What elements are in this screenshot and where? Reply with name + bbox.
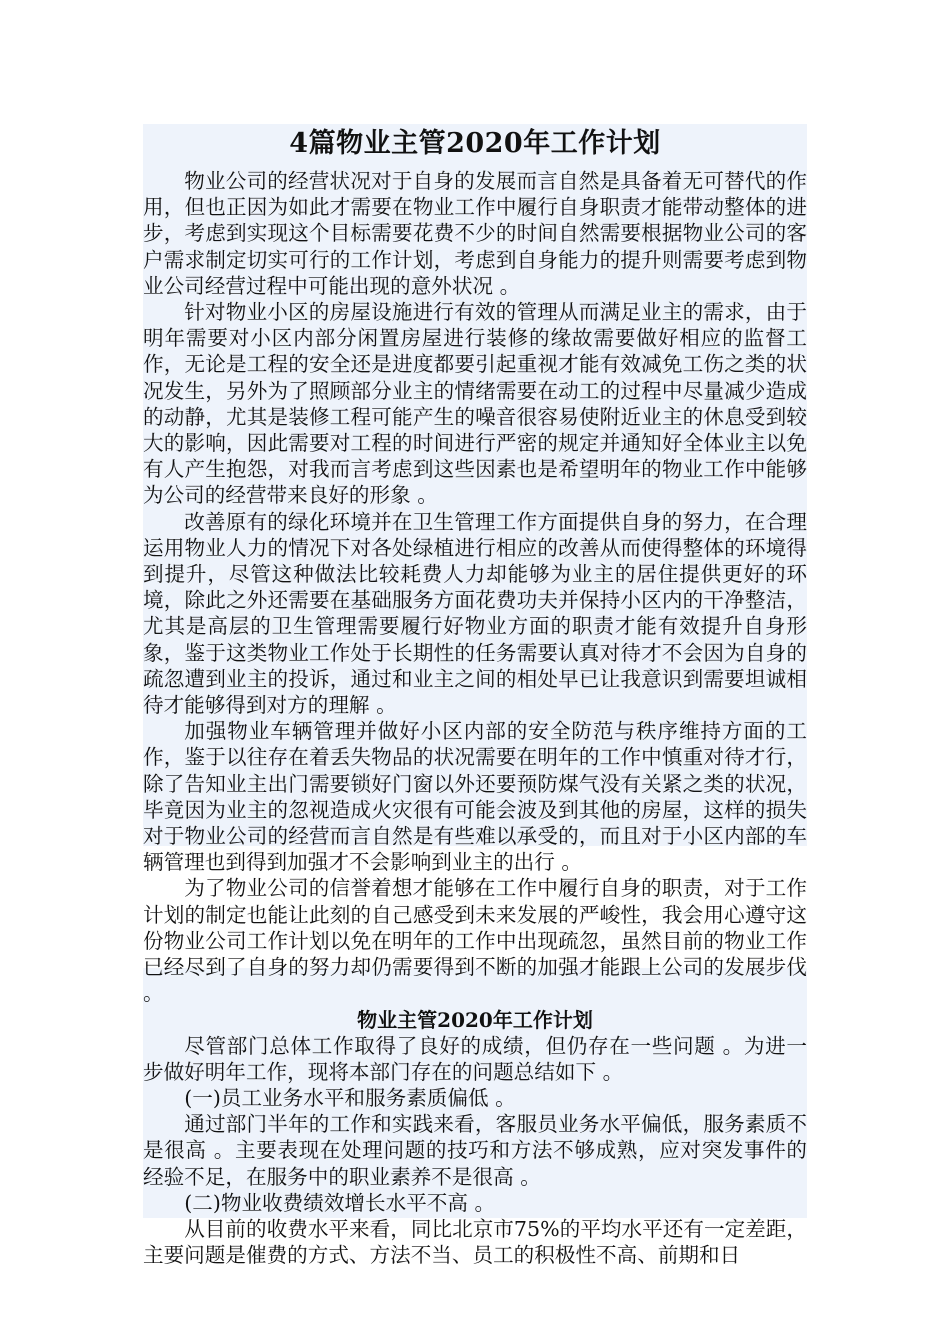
paragraph-9-heading: (二)物业收费绩效增长水平不高 。 (184, 1190, 496, 1215)
paragraph-5: 为了物业公司的信誉着想才能够在工作中履行自身的职责，对于工作计划的制定也能让此刻的自己感受到未来发展的严峻性，我会用心遵守这份物业公司工作计划以免在明年的工作中出现疏忽，虽然目前的物业工作已经尽到了自身的努力却仍需要得到不断的加强才能跟上公司的发展步伐 。 (143, 876, 807, 1006)
paragraph-10: 从目前的收费水平来看，同比北京市75%的平均水平还有一定差距，主要问题是催费的方式、方法不当、员工的积极性不高、前期和日 (143, 1216, 807, 1268)
paragraph-2: 针对物业小区的房屋设施进行有效的管理从而满足业主的需求，由于明年需要对小区内部分闲置房屋进行装修的缘故需要做好相应的监督工作，无论是工程的安全还是进度都要引起重视才能有效减免工伤之类的状况发生，另外为了照顾部分业主的情绪需要在动工的过程中尽量减少造成的动静，尤其是装修工程可能产生的噪音很容易使附近业主的休息受到较大的影响，因此需要对工程的时间进行严密的规定并通知好全体业主以免有人产生抱怨，对我而言考虑到这些因素也是希望明年的物业工作中能够为公司的经营带来良好的形象 。 (143, 300, 807, 508)
paragraph-7-heading: (一)员工业务水平和服务素质偏低 。 (184, 1085, 516, 1110)
document-page (143, 124, 807, 1268)
paragraph-1: 物业公司的经营状况对于自身的发展而言自然是具备着无可替代的作用，但也正因为如此才需要在物业工作中履行自身职责才能带动整体的进步，考虑到实现这个目标需要花费不少的时间自然需要根据物业公司的客户需求制定切实可行的工作计划，考虑到自身能力的提升则需要考虑到物业公司经营过程中可能出现的意外状况 。 (143, 169, 807, 298)
paragraph-4: 加强物业车辆管理并做好小区内部的安全防范与秩序维持方面的工作，鉴于以往存在着丢失物品的状况需要在明年的工作中慎重对待才行，除了告知业主出门需要锁好门窗以外还要预防煤气没有关紧之类的状况，毕竟因为业主的忽视造成火灾很有可能会波及到其他的房屋，这样的损失对于物业公司的经营而言自然是有些难以承受的，而且对于小区内部的车辆管理也到得到加强才不会影响到业主的出行 。 (143, 719, 807, 875)
paragraph-8: 通过部门半年的工作和实践来看，客服员业务水平偏低，服务素质不是很高 。主要表现在处理问题的技巧和方法不够成熟，应对突发事件的经验不足，在服务中的职业素养不是很高 。 (143, 1112, 807, 1189)
paragraph-3: 改善原有的绿化环境并在卫生管理工作方面提供自身的努力，在合理运用物业人力的情况下对各处绿植进行相应的改善从而使得整体的环境得到提升，尽管这种做法比较耗费人力却能够为业主的居住提供更好的环境，除此之外还需要在基础服务方面花费功夫并保持小区内的干净整洁，尤其是高层的卫生管理需要履行好物业方面的职责才能有效提升自身形象，鉴于这类物业工作处于长期性的任务需要认真对待才不会因为自身的疏忽遭到业主的投诉，通过和业主之间的相处早已让我意识到需要坦诚相待才能够得到对方的理解 。 (143, 509, 807, 718)
document-title: 4篇物业主管2020年工作计划 (289, 128, 661, 159)
paragraph-6: 尽管部门总体工作取得了良好的成绩，但仍存在一些问题 。为进一步做好明年工作，现将本部门存在的问题总结如下 。 (143, 1033, 807, 1084)
section-subtitle: 物业主管2020年工作计划 (357, 1007, 593, 1032)
